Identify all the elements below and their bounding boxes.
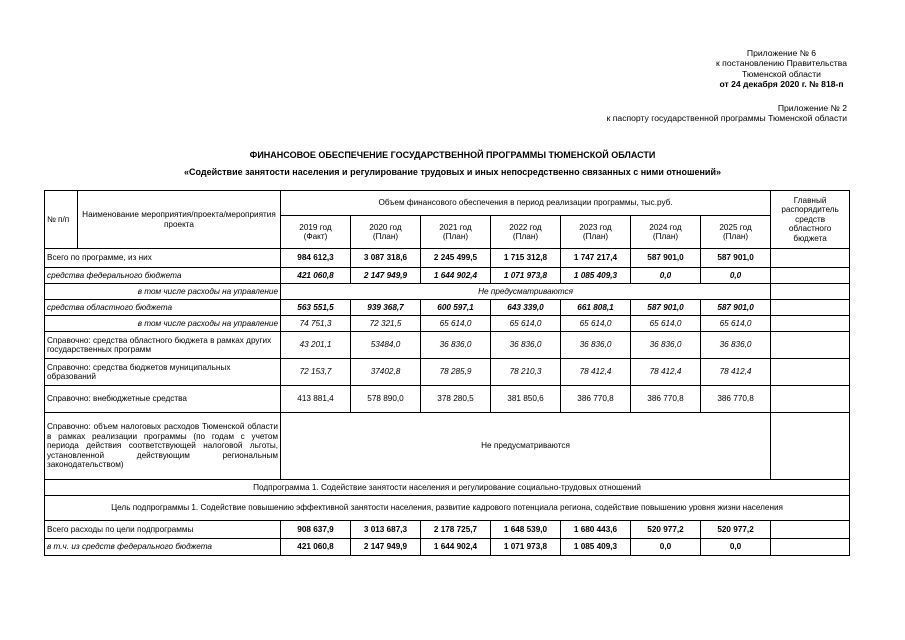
table-cell: 421 060,8 xyxy=(281,268,351,284)
table-cell: 386 770,8 xyxy=(631,386,701,413)
appendix6-line3: Тюменской области xyxy=(742,68,821,79)
table-cell: 381 850,6 xyxy=(491,386,561,413)
table-cell: 386 770,8 xyxy=(561,386,631,413)
table-cell: 0,0 xyxy=(631,268,701,284)
table-cell: 78 210,3 xyxy=(491,359,561,386)
table-cell: 1 644 902,4 xyxy=(421,268,491,284)
table-row xyxy=(45,386,850,413)
table-cell: 413 881,4 xyxy=(281,386,351,413)
program-title: «Содействие занятости населения и регулирование трудовых и иных непосредственно связанных с ними отношений» xyxy=(183,167,722,177)
table-cell: 65 614,0 xyxy=(561,316,631,332)
table-cell: 421 060,8 xyxy=(281,539,351,556)
table-cell: 2 147 949,9 xyxy=(351,539,421,556)
document-title: ФИНАНСОВОЕ ОБЕСПЕЧЕНИЕ ГОСУДАРСТВЕННОЙ ПРОГРАММЫ ТЮМЕНСКОЙ ОБЛАСТИ xyxy=(249,150,656,160)
table-cell: 53484,0 xyxy=(351,332,421,359)
table-cell: 43 201,1 xyxy=(281,332,351,359)
table-cell: 1 648 539,0 xyxy=(491,521,561,539)
table-cell: 587 901,0 xyxy=(631,300,701,316)
merged-cell: Не предусматриваются xyxy=(281,413,771,480)
header-volume: Объем финансового обеспечения в период реализации программы, тыс.руб. xyxy=(281,191,771,216)
table-cell: 643 339,0 xyxy=(491,300,561,316)
table-cell: 563 551,5 xyxy=(281,300,351,316)
appendix2-line1: Приложение № 2 xyxy=(777,103,847,113)
table-cell: 65 614,0 xyxy=(421,316,491,332)
row-label: в том числе расходы на управление xyxy=(45,284,281,300)
table-cell xyxy=(771,268,850,284)
table-row xyxy=(45,268,850,284)
table-cell: 587 901,0 xyxy=(631,249,701,268)
header-year: 2019 год (Факт) xyxy=(281,216,351,249)
appendix2-line2: к паспорту государственной программы Тюменской области xyxy=(606,113,847,124)
header-year: 2024 год (План) xyxy=(631,216,701,249)
table-cell: 600 597,1 xyxy=(421,300,491,316)
table-row xyxy=(45,521,850,539)
header-manager: Главный распорядитель средств областного бюджета xyxy=(771,191,850,249)
table-cell: 65 614,0 xyxy=(701,316,771,332)
table-cell: 587 901,0 xyxy=(701,300,771,316)
merged-cell: Не предусматриваются xyxy=(281,284,771,300)
appendix6-line2: к постановлению Правительства xyxy=(716,58,847,69)
table-row xyxy=(45,539,850,556)
header-year: 2025 год (План) xyxy=(701,216,771,249)
table-cell: 1 747 217,4 xyxy=(561,249,631,268)
table-cell: 386 770,8 xyxy=(701,386,771,413)
table-row xyxy=(45,316,850,332)
row-label: Справочно: средства областного бюджета в рамках других государственных программ xyxy=(45,332,281,359)
row-label: Справочно: объем налоговых расходов Тюменской области в рамках реализации программы (по годам с учетом периода действия соответствующей налоговой льготы, установленной действующим региональным законодательством) xyxy=(45,413,281,480)
table-cell: 1 085 409,3 xyxy=(561,539,631,556)
table-cell: 36 836,0 xyxy=(491,332,561,359)
table-cell: 1 680 443,6 xyxy=(561,521,631,539)
table-cell: 78 412,4 xyxy=(701,359,771,386)
table-cell xyxy=(771,332,850,359)
table-cell: 1 071 973,8 xyxy=(491,539,561,556)
row-label: Всего по программе, из них xyxy=(45,249,281,268)
table-cell: 78 412,4 xyxy=(561,359,631,386)
table-row xyxy=(45,359,850,386)
table-cell: 0,0 xyxy=(701,268,771,284)
table-row xyxy=(45,249,850,268)
table-cell: 36 836,0 xyxy=(421,332,491,359)
table-row xyxy=(45,284,850,300)
table-cell: 2 178 725,7 xyxy=(421,521,491,539)
row-label: средства федерального бюджета xyxy=(45,268,281,284)
header-year: 2020 год (План) xyxy=(351,216,421,249)
table-cell: 78 412,4 xyxy=(631,359,701,386)
table-cell: 65 614,0 xyxy=(491,316,561,332)
appendix2-header xyxy=(607,103,847,124)
table-cell xyxy=(771,284,850,300)
header-num: № п/п xyxy=(45,191,78,249)
table-cell: 587 901,0 xyxy=(701,249,771,268)
table-cell: 984 612,3 xyxy=(281,249,351,268)
header-name: Наименование мероприятия/проекта/мероприятия проекта xyxy=(78,191,281,249)
table-cell: 2 147 949,9 xyxy=(351,268,421,284)
table-cell xyxy=(771,539,850,556)
table-row xyxy=(45,332,850,359)
table-cell: 0,0 xyxy=(701,539,771,556)
table-cell: 72 321,5 xyxy=(351,316,421,332)
table-cell: 939 368,7 xyxy=(351,300,421,316)
table-row xyxy=(45,496,850,521)
table-cell: 908 637,9 xyxy=(281,521,351,539)
table-cell: 37402,8 xyxy=(351,359,421,386)
appendix6-line4: от 24 декабря 2020 г. № 818-п xyxy=(719,78,844,89)
row-label: Справочно: средства бюджетов муниципальных образований xyxy=(45,359,281,386)
row-label: Всего расходы по цели подпрограммы xyxy=(45,521,281,539)
table-cell xyxy=(771,413,850,480)
subprogram-heading: Подпрограмма 1. Содействие занятости населения и регулирование социально-трудовых отношений xyxy=(45,480,850,496)
table-cell: 36 836,0 xyxy=(631,332,701,359)
table-cell: 520 977,2 xyxy=(701,521,771,539)
table-cell: 72 153,7 xyxy=(281,359,351,386)
table-cell: 378 280,5 xyxy=(421,386,491,413)
table-cell xyxy=(771,521,850,539)
table-cell: 36 836,0 xyxy=(561,332,631,359)
table-cell: 1 085 409,3 xyxy=(561,268,631,284)
table-cell: 78 285,9 xyxy=(421,359,491,386)
header-year: 2022 год (План) xyxy=(491,216,561,249)
table-cell: 3 087 318,6 xyxy=(351,249,421,268)
table-cell xyxy=(771,249,850,268)
table-cell xyxy=(771,316,850,332)
row-label: средства областного бюджета xyxy=(45,300,281,316)
goal-heading: Цель подпрограммы 1. Содействие повышению эффективной занятости населения, развитие кадрового потенциала региона, содействие повышению уровня жизни населения xyxy=(45,496,850,521)
table-cell: 0,0 xyxy=(631,539,701,556)
table-cell: 2 245 499,5 xyxy=(421,249,491,268)
row-label: в том числе расходы на управление xyxy=(45,316,281,332)
table-cell: 36 836,0 xyxy=(701,332,771,359)
table-cell: 661 808,1 xyxy=(561,300,631,316)
table-cell: 1 071 973,8 xyxy=(491,268,561,284)
appendix6-line1: Приложение № 6 xyxy=(746,48,817,58)
table-cell xyxy=(771,300,850,316)
table-cell: 3 013 687,3 xyxy=(351,521,421,539)
appendix6-header xyxy=(716,48,847,89)
row-label: Справочно: внебюджетные средства xyxy=(45,386,281,413)
table-cell: 74 751,3 xyxy=(281,316,351,332)
table-row xyxy=(45,480,850,496)
table-cell xyxy=(771,386,850,413)
header-year: 2023 год (План) xyxy=(561,216,631,249)
financing-table xyxy=(44,190,850,556)
table-cell: 65 614,0 xyxy=(631,316,701,332)
table-cell: 520 977,2 xyxy=(631,521,701,539)
row-label: в т.ч. из средств федерального бюджета xyxy=(45,539,281,556)
table-cell xyxy=(771,359,850,386)
table-row xyxy=(45,300,850,316)
table-cell: 578 890,0 xyxy=(351,386,421,413)
header-year: 2021 год (План) xyxy=(421,216,491,249)
table-cell: 1 715 312,8 xyxy=(491,249,561,268)
table-cell: 1 644 902,4 xyxy=(421,539,491,556)
table-row xyxy=(45,413,850,480)
